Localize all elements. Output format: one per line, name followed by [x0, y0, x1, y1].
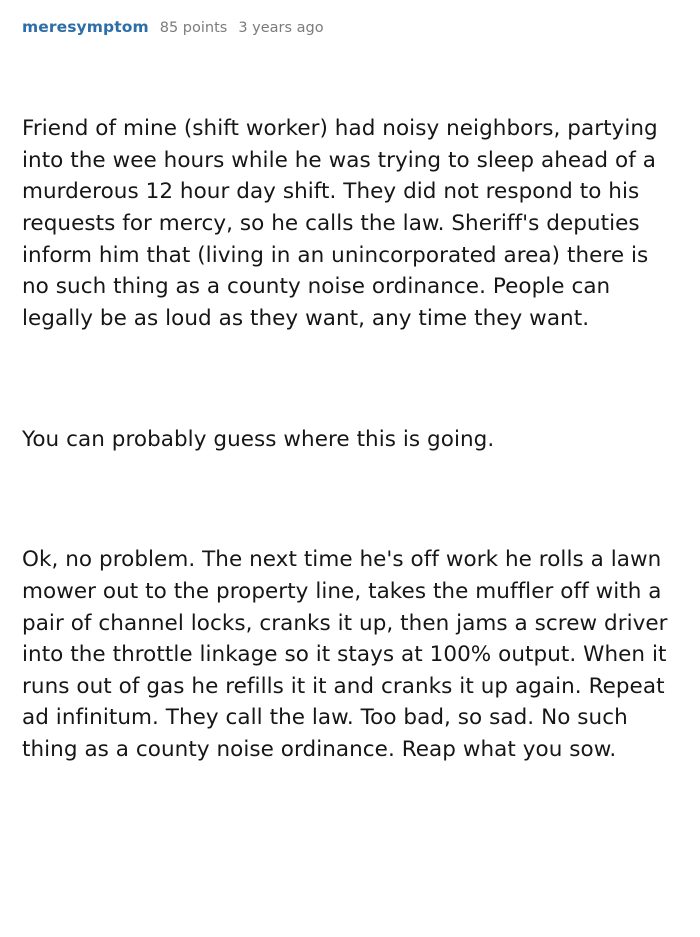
comment-timestamp: 3 years ago — [238, 20, 324, 36]
comment-paragraph: You can probably guess where this is going. — [22, 426, 495, 452]
comment-author[interactable]: meresymptom — [22, 18, 149, 36]
comment-meta — [22, 18, 678, 36]
comment-points: 85 points — [159, 20, 228, 36]
comment-body — [22, 50, 678, 829]
comment-paragraph: Ok, no problem. The next time he's off work he rolls a lawn mower out to the property line, takes the muffler off with a pair of channel locks, cranks it up, then jams a screw driver into the throttle linkage so it stays at 100% output. When it runs out of gas he refills it it and cranks it up again. Repeat ad infinitum. They call the law. Too bad, so sad. No such thing as a county noise ordinance. Reap what you sow. — [22, 547, 675, 762]
comment-paragraph: Friend of mine (shift worker) had noisy neighbors, partying into the wee hours while he was trying to sleep ahead of a murderous 12 hour day shift. They did not respond to his requests for mercy, so he calls the law. Sheriff's deputies inform him that (living in an unincorporated area) there is no such thing as a county noise ordinance. People can legally be as loud as they want, any time they want. — [22, 116, 665, 331]
